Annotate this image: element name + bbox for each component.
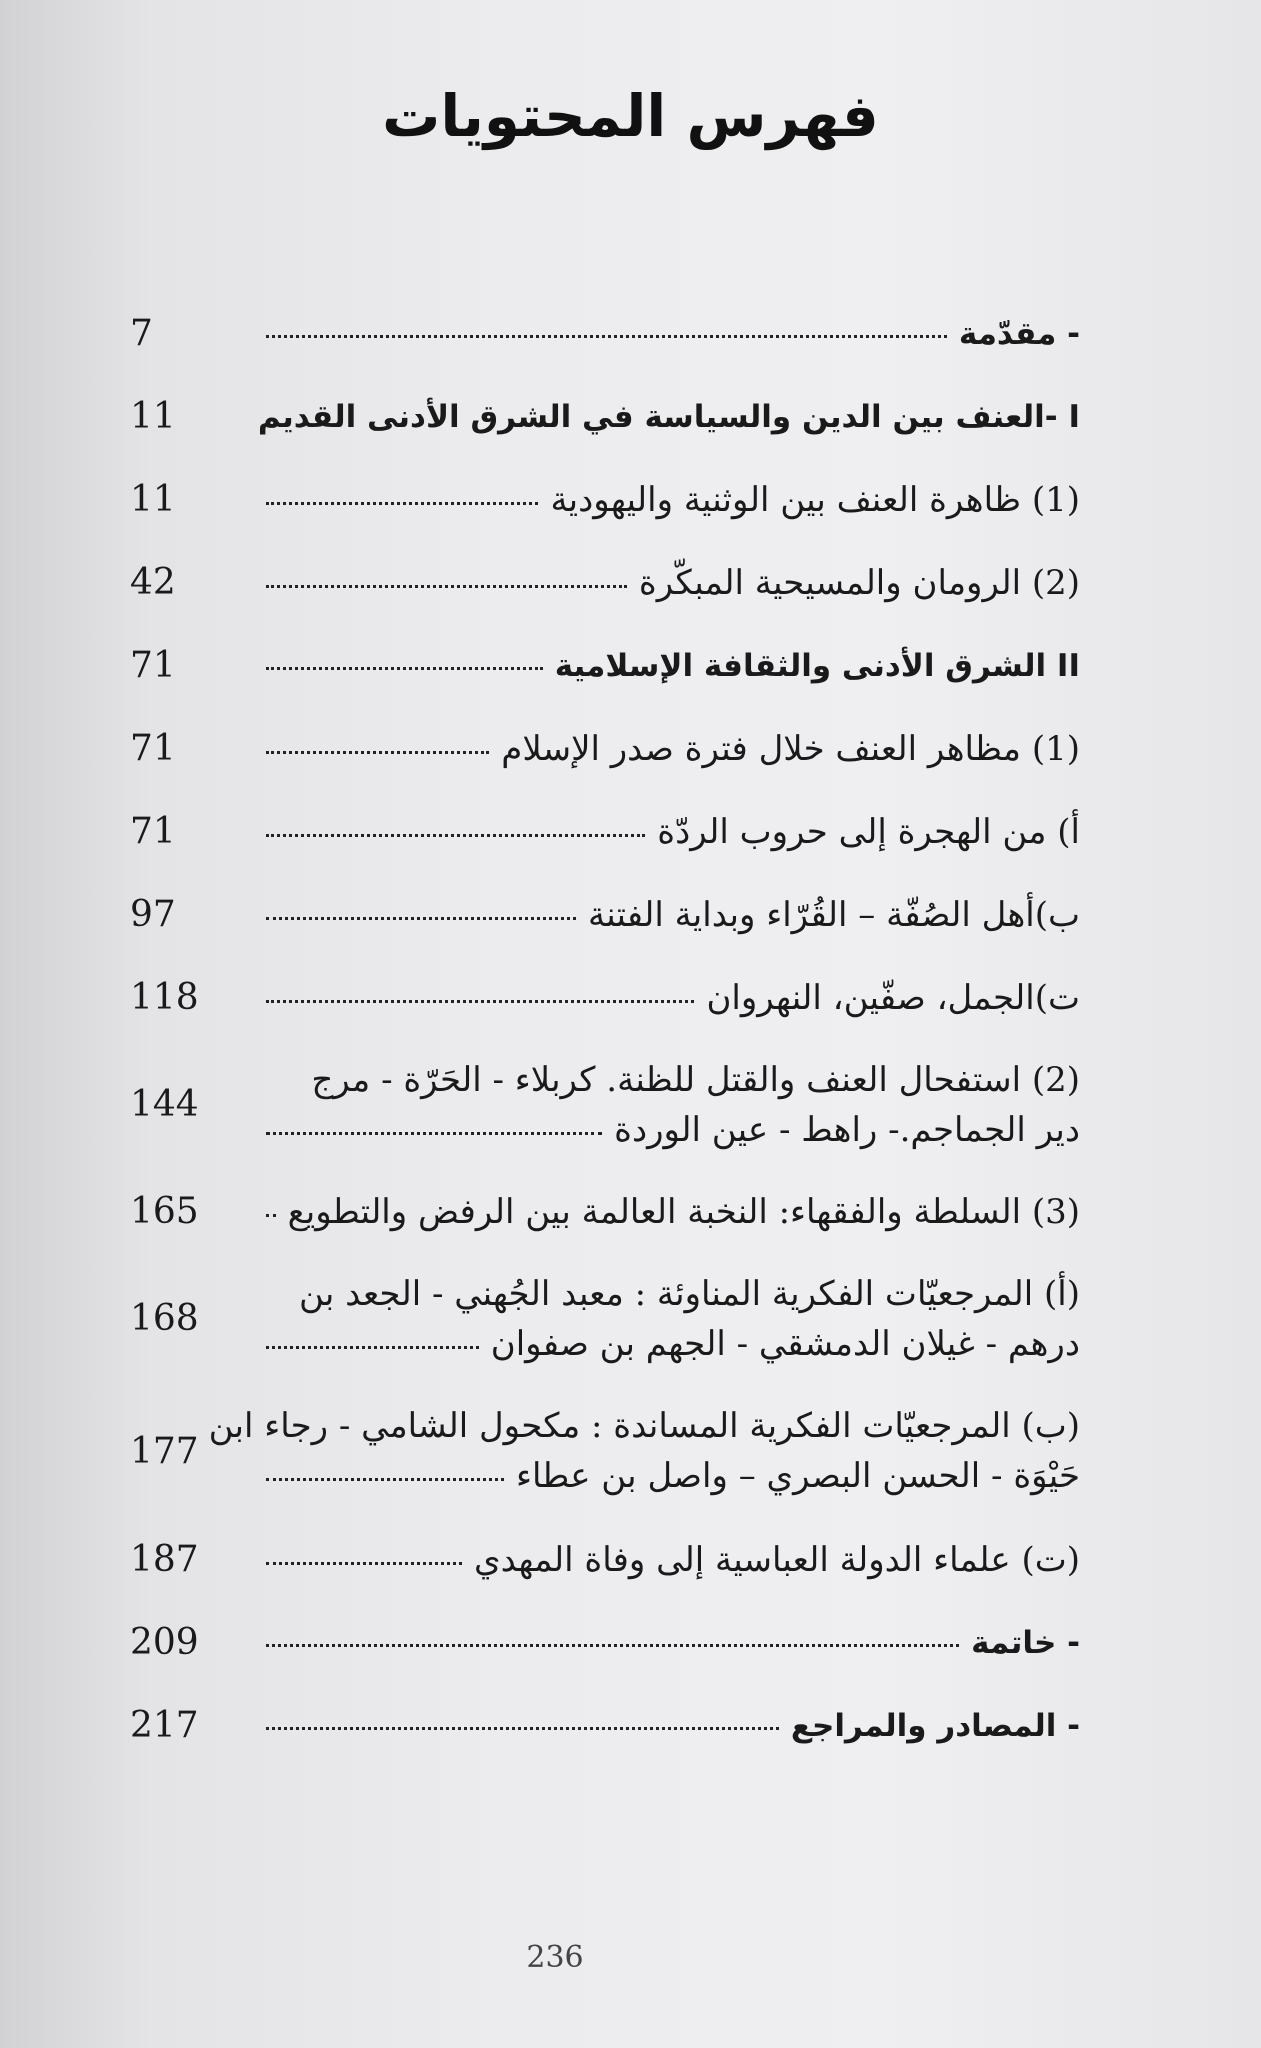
toc-entry-label: (1) ظاهرة العنف بين الوثنية واليهودية (550, 479, 1080, 520)
toc-entry-text (260, 1269, 1080, 1369)
toc-entry-page: 118 (130, 977, 199, 1018)
toc-entry-text (260, 1055, 1080, 1155)
toc-entry-label: (ت) علماء الدولة العباسية إلى وفاة المهدي (474, 1539, 1080, 1580)
toc-entry-2-1-c (130, 956, 1080, 1039)
toc-entry-page: 7 (130, 313, 153, 354)
toc-entry-text (260, 724, 1080, 774)
dot-leader (266, 1644, 959, 1647)
toc-entry-label: II الشرق الأدنى والثقافة الإسلامية (554, 647, 1080, 684)
toc-entry-page: 97 (130, 894, 176, 935)
toc-entry-text (260, 641, 1080, 691)
toc-entry-page: 71 (130, 645, 176, 686)
dot-leader (266, 335, 947, 338)
toc-entry-page: 71 (130, 811, 176, 852)
dot-leader (266, 502, 538, 505)
toc-entry-label: ت)الجمل، صفّين، النهروان (706, 977, 1080, 1018)
toc-entry-page: 11 (130, 396, 176, 437)
toc-entry-text (260, 973, 1080, 1023)
toc-entry-page: 165 (130, 1191, 199, 1232)
toc-entry-page: 11 (130, 479, 176, 520)
table-of-contents (130, 292, 1080, 1767)
toc-entry-2-2 (130, 1039, 1080, 1170)
toc-entry-label: I -العنف بين الدين والسياسة في الشرق الأدنى القديم (257, 398, 1080, 435)
toc-entry-label: أ) من الهجرة إلى حروب الردّة (657, 811, 1080, 852)
toc-entry-text (260, 1618, 1080, 1668)
toc-entry-2-3-c (130, 1518, 1080, 1601)
toc-entry-label: حَيْوَة - الحسن البصري – واصل بن عطاء (515, 1456, 1080, 1496)
dot-leader (266, 1562, 462, 1565)
toc-entry-text (257, 392, 1080, 442)
toc-entry-text (260, 1701, 1080, 1751)
toc-entry-label: درهم - غيلان الدمشقي - الجهم بن صفوان (490, 1323, 1080, 1364)
toc-entry-label: (1) مظاهر العنف خلال فترة صدر الإسلام (501, 728, 1080, 769)
toc-entry-line2 (260, 1319, 1080, 1369)
toc-entry-line1: (2) استفحال العنف والقتل للظنة. كربلاء - الحَرّة - مرج (311, 1059, 1080, 1100)
toc-entry-page: 177 (130, 1430, 199, 1472)
toc-entry-label: - مقدّمة (958, 315, 1080, 352)
toc-entry-line1: (أ) المرجعيّات الفكرية المناوئة : معبد الجُهني - الجعد بن (299, 1273, 1080, 1314)
toc-entry-page: 42 (130, 562, 176, 603)
toc-entry-introduction (130, 292, 1080, 375)
page-number: 236 (526, 1940, 584, 1975)
toc-entry-2-3-b (130, 1384, 1080, 1518)
dot-leader (266, 1478, 504, 1481)
dot-leader (266, 751, 489, 754)
toc-entry-line1: (ب) المرجعيّات الفكرية المساندة : مكحول الشامي - رجاء ابن (208, 1406, 1080, 1446)
toc-entry-page: 168 (130, 1298, 199, 1339)
toc-entry-2-3-a (130, 1253, 1080, 1384)
toc-entry-text (260, 1535, 1080, 1585)
toc-entry-text (208, 1401, 1080, 1501)
toc-entry-part-1 (130, 375, 1080, 458)
toc-entry-text (260, 1187, 1080, 1237)
toc-entry-1-1 (130, 458, 1080, 541)
toc-entry-label: ب)أهل الصُفّة – القُرّاء وبداية الفتنة (588, 894, 1080, 935)
toc-entry-2-3 (130, 1170, 1080, 1253)
dot-leader (266, 1000, 694, 1003)
page-title: فهرس المحتويات (382, 82, 879, 150)
toc-entry-text (260, 890, 1080, 940)
dot-leader (266, 917, 576, 920)
dot-leader (266, 1132, 602, 1135)
dot-leader (266, 1214, 276, 1217)
dot-leader (266, 834, 645, 837)
toc-entry-text (260, 807, 1080, 857)
toc-entry-label: (3) السلطة والفقهاء: النخبة العالمة بين الرفض والتطويع (287, 1191, 1080, 1232)
toc-entry-label: - المصادر والمراجع (790, 1707, 1080, 1744)
toc-entry-references (130, 1684, 1080, 1767)
toc-entry-2-1-a (130, 790, 1080, 873)
toc-entry-2-1 (130, 707, 1080, 790)
toc-entry-1-2 (130, 541, 1080, 624)
toc-entry-2-1-b (130, 873, 1080, 956)
toc-entry-page: 217 (130, 1705, 199, 1746)
toc-entry-label: (2) الرومان والمسيحية المبكّرة (638, 562, 1080, 603)
toc-entry-text (260, 558, 1080, 608)
dot-leader (266, 585, 627, 588)
toc-entry-label: دير الجماجم.- راهط - عين الوردة (614, 1109, 1080, 1150)
toc-entry-page: 144 (130, 1084, 199, 1125)
toc-entry-text (260, 475, 1080, 525)
toc-entry-page: 187 (130, 1539, 199, 1580)
toc-entry-page: 209 (130, 1622, 199, 1663)
dot-leader (266, 1346, 479, 1349)
dot-leader (266, 667, 543, 670)
toc-entry-page: 71 (130, 728, 176, 769)
toc-entry-text (260, 309, 1080, 359)
toc-entry-conclusion (130, 1601, 1080, 1684)
toc-entry-part-2 (130, 624, 1080, 707)
dot-leader (266, 1727, 779, 1730)
toc-entry-line2 (260, 1451, 1080, 1501)
toc-entry-label: - خاتمة (971, 1624, 1080, 1661)
toc-entry-line2 (260, 1105, 1080, 1155)
